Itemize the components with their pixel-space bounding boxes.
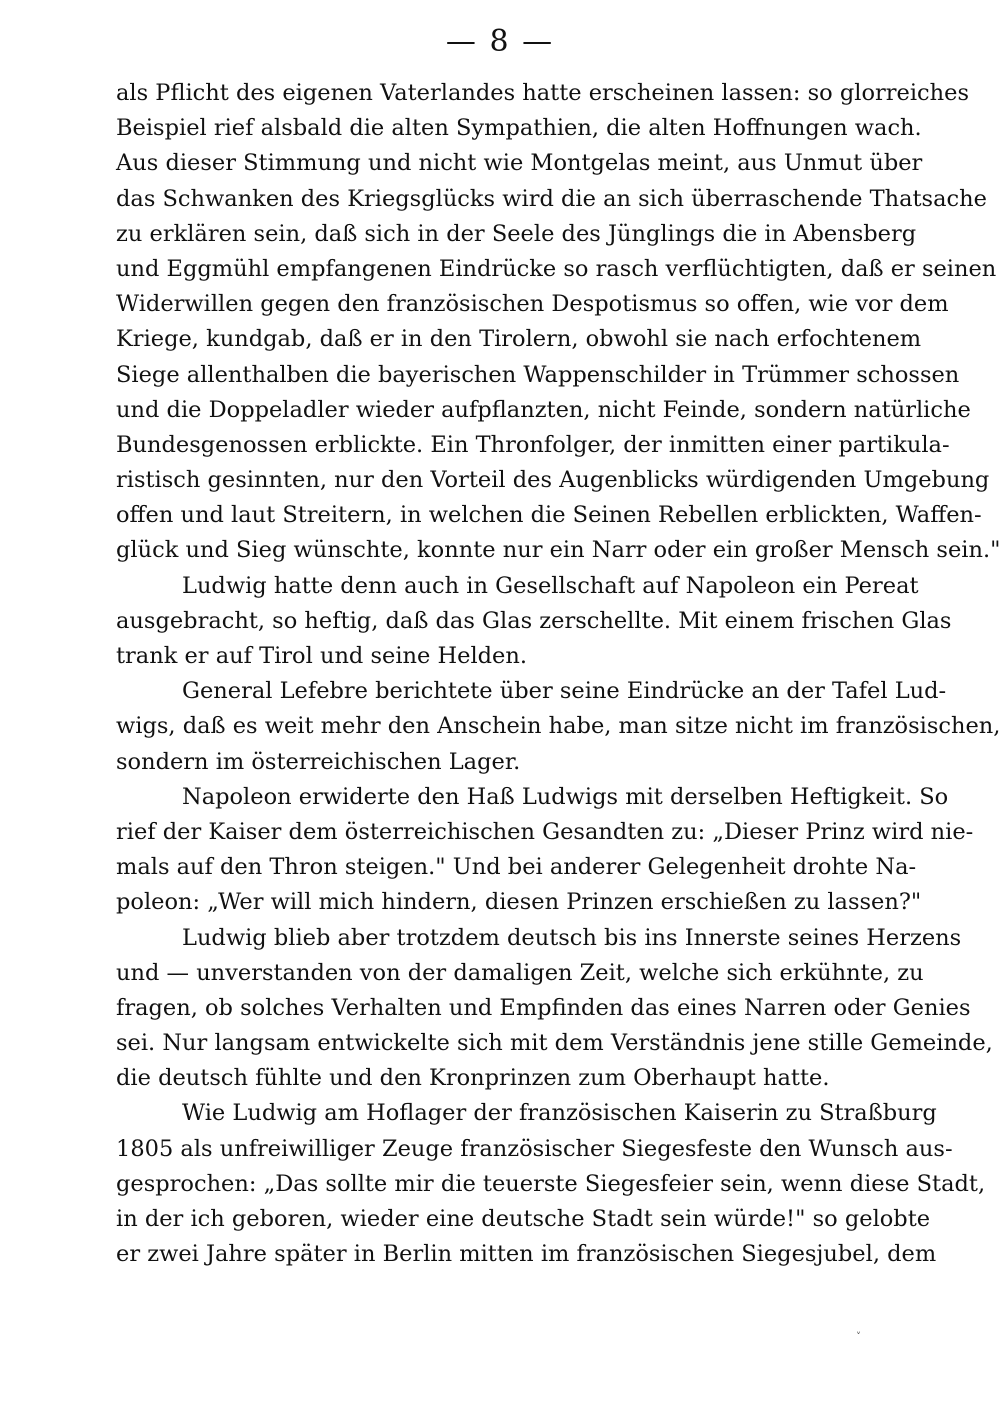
text-line: und die Doppeladler wieder aufpflanzten, nicht Feinde, sondern natürliche: [116, 396, 971, 423]
text-line: fragen, ob solches Verhalten und Empfinden das eines Narren oder Genies: [116, 994, 971, 1021]
corner-mark: ˅: [856, 1332, 861, 1343]
text-line: Ludwig hatte denn auch in Gesellschaft auf Napoleon ein Pereat: [182, 572, 919, 599]
page-number: — 8 —: [445, 24, 555, 59]
text-line: Ludwig blieb aber trotzdem deutsch bis ins Innerste seines Herzens: [182, 924, 962, 951]
text-line: zu erklären sein, daß sich in der Seele des Jünglings die in Abensberg: [116, 220, 917, 247]
text-line: als Pflicht des eigenen Vaterlandes hatte erscheinen lassen: so glorreiches: [116, 80, 970, 106]
text-line: Kriege, kundgab, daß er in den Tirolern, obwohl sie nach erfochtenem: [116, 326, 922, 353]
text-line: und Eggmühl empfangenen Eindrücke so rasch verflüchtigten, daß er seinen: [116, 255, 997, 282]
text-line: ausgebracht, so heftig, daß das Glas zerschellte. Mit einem frischen Glas: [116, 607, 952, 634]
text-line: Aus dieser Stimmung und nicht wie Montgelas meint, aus Unmut über: [116, 150, 923, 177]
text-line: Widerwillen gegen den französischen Despotismus so offen, wie vor dem: [116, 291, 949, 318]
text-line: rief der Kaiser dem österreichischen Gesandten zu: „Dieser Prinz wird nie-: [116, 818, 974, 845]
text-line: 1805 als unfreiwilliger Zeuge französischer Siegesfeste den Wunsch aus-: [116, 1135, 953, 1162]
text-line: sondern im österreichischen Lager.: [116, 748, 521, 775]
text-line: Wie Ludwig am Hoflager der französischen Kaiserin zu Straßburg: [182, 1100, 937, 1127]
text-line: glück und Sieg wünschte, konnte nur ein Narr oder ein großer Mensch sein.": [116, 537, 1001, 564]
text-line: trank er auf Tirol und seine Helden.: [116, 643, 527, 669]
text-line: sei. Nur langsam entwickelte sich mit dem Verständnis jene stille Gemeinde,: [116, 1030, 993, 1057]
text-line: die deutsch fühlte und den Kronprinzen zum Oberhaupt hatte.: [116, 1065, 830, 1092]
text-line: Siege allenthalben die bayerischen Wappenschilder in Trümmer schossen: [116, 361, 960, 388]
text-line: Beispiel rief alsbald die alten Sympathien, die alten Hoffnungen wach.: [116, 115, 922, 142]
text-line: gesprochen: „Das sollte mir die teuerste Siegesfeier sein, wenn diese Stadt,: [116, 1170, 986, 1197]
text-line: General Lefebre berichtete über seine Eindrücke an der Tafel Lud-: [182, 678, 947, 705]
text-line: das Schwanken des Kriegsglücks wird die an sich überraschende Thatsache: [116, 185, 987, 212]
text-line: mals auf den Thron steigen." Und bei anderer Gelegenheit drohte Na-: [116, 854, 917, 881]
text-line: ristisch gesinnten, nur den Vorteil des Augenblicks würdigenden Umgebung: [116, 467, 990, 494]
text-line: Napoleon erwiderte den Haß Ludwigs mit derselben Heftigkeit. So: [182, 783, 949, 810]
text-line: wigs, daß es weit mehr den Anschein habe, man sitze nicht im französischen,: [116, 713, 1001, 740]
text-line: und — unverstanden von der damaligen Zeit, welche sich erkühnte, zu: [116, 959, 924, 986]
text-line: in der ich geboren, wieder eine deutsche Stadt sein würde!" so gelobte: [116, 1206, 931, 1232]
body-text: [116, 76, 1001, 1272]
text-line: er zwei Jahre später in Berlin mitten im französischen Siegesjubel, dem: [116, 1241, 937, 1268]
text-line: offen und laut Streitern, in welchen die Seinen Rebellen erblickten, Waffen-: [116, 502, 982, 529]
text-line: poleon: „Wer will mich hindern, diesen Prinzen erschießen zu lassen?": [116, 889, 922, 916]
text-line: Bundesgenossen erblickte. Ein Thronfolger, der inmitten einer partikula-: [116, 431, 950, 458]
